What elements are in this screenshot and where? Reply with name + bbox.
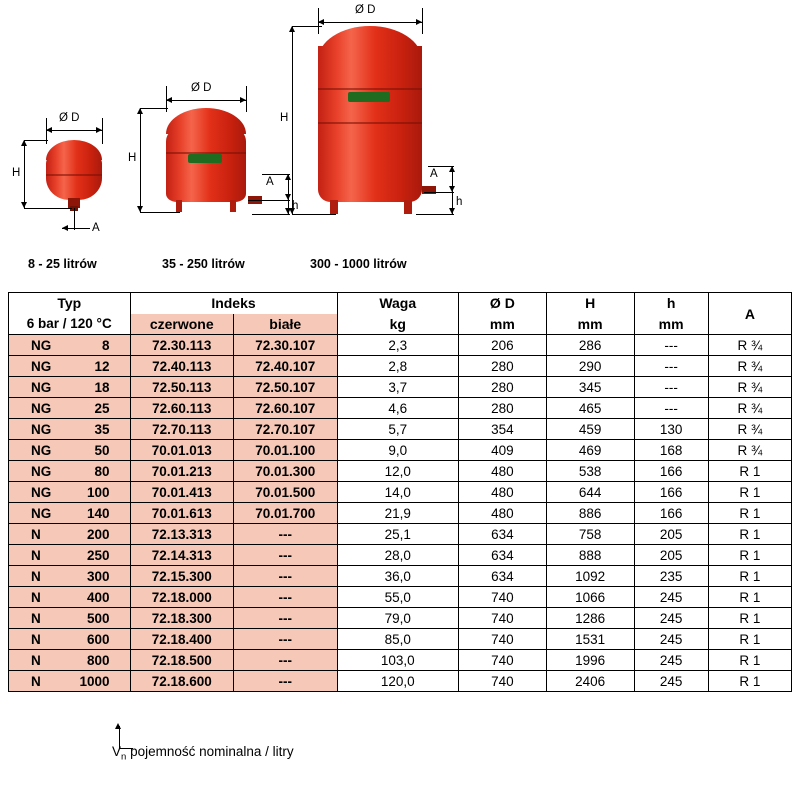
tank-medium-ext-a-bot <box>248 200 290 201</box>
footnote-text: pojemność nominalna / litry <box>126 744 294 759</box>
cell-height: 1531 <box>546 629 634 650</box>
header-diameter-unit-label: mm <box>489 315 515 332</box>
cell-type <box>9 377 131 398</box>
cell-weight: 28,0 <box>337 545 459 566</box>
cell-connection: R 1 <box>708 461 791 482</box>
cell-type <box>9 566 131 587</box>
header-waga-unit <box>337 314 459 335</box>
cell-index-white: --- <box>234 587 338 608</box>
header-pressure-label: 6 bar / 120 °C <box>26 316 112 332</box>
header-connection-label: A <box>744 305 755 322</box>
cell-connection: R ¾ <box>708 335 791 356</box>
cell-weight: 21,9 <box>337 503 459 524</box>
cell-type-size: 400 <box>86 589 110 605</box>
cell-index-red: 72.18.600 <box>130 671 234 692</box>
tank-medium-label-d: Ø D <box>191 82 212 94</box>
cell-connection: R 1 <box>708 608 791 629</box>
cell-weight: 55,0 <box>337 587 459 608</box>
cell-connection: R 1 <box>708 524 791 545</box>
cell-type-size: 500 <box>86 610 110 626</box>
cell-height: 469 <box>546 440 634 461</box>
cell-diameter: 354 <box>459 419 547 440</box>
tank-medium-dome <box>166 108 246 134</box>
cell-foot-height: 166 <box>634 503 708 524</box>
tank-large-dome <box>318 26 422 60</box>
tank-large-dim-d-arrow-right <box>416 19 422 25</box>
cell-type-size: 25 <box>94 400 110 416</box>
cell-foot-height: 166 <box>634 482 708 503</box>
header-footheight <box>634 293 708 314</box>
cell-height: 286 <box>546 335 634 356</box>
table-row <box>9 650 792 671</box>
header-waga-unit-label: kg <box>389 315 406 332</box>
header-row-top <box>9 293 792 314</box>
footnote <box>112 744 294 763</box>
cell-index-white: 72.30.107 <box>234 335 338 356</box>
cell-index-red: 72.30.113 <box>130 335 234 356</box>
tank-large-ext-top <box>292 26 322 27</box>
specification-table-wrap <box>0 292 800 692</box>
table-row <box>9 356 792 377</box>
tank-medium-ext-hh-bot <box>252 214 290 215</box>
cell-type <box>9 419 131 440</box>
cell-type-prefix: N <box>31 652 41 668</box>
tank-large-label-hh: h <box>456 196 463 208</box>
cell-diameter: 206 <box>459 335 547 356</box>
cell-connection: R ¾ <box>708 419 791 440</box>
tank-medium-nameplate <box>188 154 222 163</box>
cell-weight: 120,0 <box>337 671 459 692</box>
cell-type-size: 600 <box>86 631 110 647</box>
cell-type-prefix: NG <box>31 337 52 353</box>
tank-small-ext-top <box>24 140 48 141</box>
cell-weight: 5,7 <box>337 419 459 440</box>
cell-index-red: 72.15.300 <box>130 566 234 587</box>
cell-index-white: --- <box>234 629 338 650</box>
cell-type-prefix: NG <box>31 379 52 395</box>
cell-index-white: 70.01.100 <box>234 440 338 461</box>
cell-type-size: 100 <box>86 484 110 500</box>
table-row <box>9 482 792 503</box>
cell-index-red: 72.50.113 <box>130 377 234 398</box>
cell-height: 290 <box>546 356 634 377</box>
cell-foot-height: 166 <box>634 461 708 482</box>
cell-index-red: 72.40.113 <box>130 356 234 377</box>
cell-index-red: 72.18.000 <box>130 587 234 608</box>
cell-connection: R 1 <box>708 482 791 503</box>
cell-type-size: 12 <box>94 358 110 374</box>
cell-diameter: 280 <box>459 356 547 377</box>
cell-type <box>9 671 131 692</box>
cell-index-red: 72.18.400 <box>130 629 234 650</box>
header-indeks-red-label: czerwone <box>149 315 214 332</box>
tank-medium-ext-bottom <box>140 212 180 213</box>
cell-diameter: 480 <box>459 503 547 524</box>
cell-diameter: 280 <box>459 398 547 419</box>
cell-index-red: 70.01.413 <box>130 482 234 503</box>
header-indeks-red <box>130 314 234 335</box>
cell-type-size: 50 <box>94 442 110 458</box>
tank-large-ext-a-bot <box>424 192 454 193</box>
cell-type <box>9 461 131 482</box>
cell-connection: R 1 <box>708 503 791 524</box>
tank-large-label-d: Ø D <box>355 4 376 16</box>
tank-medium-dim-d-arrow-right <box>240 97 246 103</box>
footnote-arrow-tip <box>115 723 121 729</box>
tank-medium-ext-top <box>140 108 168 109</box>
footnote-subscript: n <box>121 751 127 763</box>
cell-diameter: 740 <box>459 671 547 692</box>
tank-large-foot-right <box>404 200 412 214</box>
table-row <box>9 440 792 461</box>
cell-index-red: 72.14.313 <box>130 545 234 566</box>
table-row <box>9 503 792 524</box>
cell-height: 888 <box>546 545 634 566</box>
header-indeks-white-label: białe <box>269 315 302 332</box>
table-body <box>9 335 792 692</box>
cell-height: 459 <box>546 419 634 440</box>
cell-height: 1286 <box>546 608 634 629</box>
tank-small-caption: 8 - 25 litrów <box>28 257 97 271</box>
table-row <box>9 587 792 608</box>
header-typ-label: Typ <box>57 295 82 312</box>
header-height-unit-label: mm <box>577 315 603 332</box>
cell-connection: R ¾ <box>708 377 791 398</box>
tank-large-dim-d-arrow-left <box>318 19 324 25</box>
cell-height: 1092 <box>546 566 634 587</box>
table-row <box>9 398 792 419</box>
tank-large-nameplate <box>348 92 390 102</box>
tank-medium-foot-right <box>230 200 236 212</box>
tank-medium-ext-right <box>246 86 247 112</box>
cell-weight: 25,1 <box>337 524 459 545</box>
header-connection <box>708 293 791 335</box>
tank-large-caption: 300 - 1000 litrów <box>310 257 407 271</box>
tank-medium-dim-d <box>166 100 246 101</box>
tank-large-seam2 <box>318 122 422 124</box>
table-row <box>9 335 792 356</box>
vessel-diagram <box>0 0 800 290</box>
tank-medium-label-hh: h <box>292 200 299 212</box>
tank-large-ext-hh-bot <box>416 214 454 215</box>
cell-diameter: 740 <box>459 608 547 629</box>
cell-type-size: 18 <box>94 379 110 395</box>
cell-type-prefix: NG <box>31 505 52 521</box>
cell-diameter: 634 <box>459 524 547 545</box>
cell-foot-height: 205 <box>634 524 708 545</box>
cell-index-white: 70.01.700 <box>234 503 338 524</box>
cell-type-size: 8 <box>101 337 110 353</box>
cell-index-white: --- <box>234 608 338 629</box>
cell-index-red: 70.01.213 <box>130 461 234 482</box>
cell-foot-height: --- <box>634 356 708 377</box>
tank-medium-foot-left <box>176 200 182 212</box>
table-row <box>9 566 792 587</box>
cell-weight: 2,8 <box>337 356 459 377</box>
cell-connection: R 1 <box>708 545 791 566</box>
cell-height: 758 <box>546 524 634 545</box>
cell-foot-height: 168 <box>634 440 708 461</box>
cell-connection: R ¾ <box>708 356 791 377</box>
cell-type-prefix: N <box>31 526 41 542</box>
tank-small-label-h: H <box>12 167 21 179</box>
cell-type-size: 300 <box>86 568 110 584</box>
cell-weight: 14,0 <box>337 482 459 503</box>
cell-type-prefix: NG <box>31 400 52 416</box>
cell-height: 1066 <box>546 587 634 608</box>
header-footheight-label: h <box>666 295 676 312</box>
cell-index-red: 72.60.113 <box>130 398 234 419</box>
cell-index-red: 72.70.113 <box>130 419 234 440</box>
cell-diameter: 280 <box>459 377 547 398</box>
cell-connection: R 1 <box>708 566 791 587</box>
header-height-unit <box>546 314 634 335</box>
cell-weight: 3,7 <box>337 377 459 398</box>
cell-type <box>9 650 131 671</box>
table-head <box>9 293 792 335</box>
cell-type <box>9 356 131 377</box>
header-diameter-unit <box>459 314 547 335</box>
tank-small-ext-a <box>74 208 75 230</box>
cell-type-prefix: N <box>31 631 41 647</box>
cell-weight: 12,0 <box>337 461 459 482</box>
cell-type-size: 1000 <box>79 673 110 689</box>
tank-large-foot-left <box>330 200 338 214</box>
cell-type-prefix: NG <box>31 421 52 437</box>
cell-foot-height: 245 <box>634 650 708 671</box>
tank-small-label-d: Ø D <box>59 112 80 124</box>
cell-type <box>9 482 131 503</box>
cell-connection: R 1 <box>708 671 791 692</box>
table-row <box>9 608 792 629</box>
tank-medium-caption: 35 - 250 litrów <box>162 257 245 271</box>
cell-connection: R ¾ <box>708 398 791 419</box>
tank-small-dim-h <box>24 140 25 208</box>
cell-height: 886 <box>546 503 634 524</box>
cell-index-red: 72.18.500 <box>130 650 234 671</box>
table-row <box>9 461 792 482</box>
cell-weight: 9,0 <box>337 440 459 461</box>
cell-height: 2406 <box>546 671 634 692</box>
footnote-symbol: V <box>112 744 122 759</box>
cell-index-white: --- <box>234 524 338 545</box>
tank-small-dim-d <box>46 130 102 131</box>
cell-connection: R 1 <box>708 650 791 671</box>
cell-index-white: 72.40.107 <box>234 356 338 377</box>
cell-diameter: 409 <box>459 440 547 461</box>
cell-type-prefix: N <box>31 610 41 626</box>
cell-diameter: 740 <box>459 629 547 650</box>
cell-height: 465 <box>546 398 634 419</box>
cell-connection: R 1 <box>708 629 791 650</box>
header-indeks-white <box>234 314 338 335</box>
cell-height: 1996 <box>546 650 634 671</box>
cell-index-red: 70.01.013 <box>130 440 234 461</box>
cell-foot-height: --- <box>634 377 708 398</box>
tank-medium-label-h: H <box>128 152 137 164</box>
tank-large-ext-a-top <box>428 166 454 167</box>
cell-foot-height: 245 <box>634 608 708 629</box>
header-waga <box>337 293 459 314</box>
cell-diameter: 634 <box>459 545 547 566</box>
header-waga-label: Waga <box>379 295 417 312</box>
header-footheight-unit-label: mm <box>658 315 684 332</box>
header-indeks <box>130 293 337 314</box>
cell-type <box>9 545 131 566</box>
tank-large-seam1 <box>318 88 422 90</box>
header-diameter <box>459 293 547 314</box>
cell-weight: 85,0 <box>337 629 459 650</box>
cell-type <box>9 587 131 608</box>
cell-weight: 36,0 <box>337 566 459 587</box>
cell-index-red: 72.13.313 <box>130 524 234 545</box>
cell-index-white: --- <box>234 650 338 671</box>
tank-small-label-a: A <box>92 222 100 234</box>
cell-type <box>9 608 131 629</box>
cell-index-white: --- <box>234 545 338 566</box>
cell-foot-height: 245 <box>634 629 708 650</box>
cell-type-size: 250 <box>86 547 110 563</box>
cell-type-prefix: NG <box>31 358 52 374</box>
table-row <box>9 377 792 398</box>
tank-small-dim-d-arrow-right <box>96 127 102 133</box>
tank-medium-dim-d-arrow-left <box>166 97 172 103</box>
tank-medium-label-a: A <box>266 176 274 188</box>
header-typ <box>9 293 131 314</box>
cell-type <box>9 503 131 524</box>
cell-type-size: 800 <box>86 652 110 668</box>
tank-large-ext-right <box>422 8 423 34</box>
header-row-bottom <box>9 314 792 335</box>
tank-large-dim-h <box>292 26 293 214</box>
cell-connection: R 1 <box>708 587 791 608</box>
cell-foot-height: 245 <box>634 587 708 608</box>
header-height <box>546 293 634 314</box>
cell-diameter: 740 <box>459 650 547 671</box>
cell-height: 644 <box>546 482 634 503</box>
cell-type <box>9 524 131 545</box>
cell-height: 345 <box>546 377 634 398</box>
cell-type <box>9 629 131 650</box>
tank-small-dim-a-arrow-left <box>62 225 68 231</box>
cell-index-white: 72.50.107 <box>234 377 338 398</box>
cell-type-prefix: NG <box>31 442 52 458</box>
cell-type-prefix: N <box>31 547 41 563</box>
tank-small-dome <box>46 140 102 160</box>
cell-type-size: 80 <box>94 463 110 479</box>
cell-diameter: 740 <box>459 587 547 608</box>
cell-type-prefix: N <box>31 568 41 584</box>
cell-type-prefix: N <box>31 589 41 605</box>
cell-index-white: 70.01.300 <box>234 461 338 482</box>
cell-diameter: 480 <box>459 482 547 503</box>
cell-type <box>9 335 131 356</box>
header-pressure <box>9 314 131 335</box>
cell-foot-height: --- <box>634 335 708 356</box>
table-row <box>9 524 792 545</box>
cell-index-red: 70.01.613 <box>130 503 234 524</box>
tank-small-ext-bottom <box>24 208 72 209</box>
cell-index-red: 72.18.300 <box>130 608 234 629</box>
cell-connection: R ¾ <box>708 440 791 461</box>
cell-foot-height: --- <box>634 398 708 419</box>
cell-foot-height: 130 <box>634 419 708 440</box>
tank-large-label-h: H <box>280 112 289 124</box>
header-footheight-unit <box>634 314 708 335</box>
cell-type <box>9 440 131 461</box>
cell-index-white: 72.70.107 <box>234 419 338 440</box>
cell-diameter: 480 <box>459 461 547 482</box>
tank-small-ext-right <box>102 118 103 144</box>
cell-foot-height: 205 <box>634 545 708 566</box>
tank-medium-dim-h <box>140 108 141 212</box>
tank-small-dim-d-arrow-left <box>46 127 52 133</box>
cell-weight: 2,3 <box>337 335 459 356</box>
header-diameter-label: Ø D <box>489 295 515 312</box>
tank-large-body <box>318 46 422 202</box>
cell-foot-height: 245 <box>634 671 708 692</box>
cell-foot-height: 235 <box>634 566 708 587</box>
cell-type-prefix: NG <box>31 463 52 479</box>
table-row <box>9 629 792 650</box>
cell-height: 538 <box>546 461 634 482</box>
cell-index-white: --- <box>234 671 338 692</box>
specification-table <box>8 292 792 692</box>
cell-weight: 79,0 <box>337 608 459 629</box>
cell-weight: 103,0 <box>337 650 459 671</box>
cell-type-prefix: NG <box>31 484 52 500</box>
tank-large-label-a: A <box>430 168 438 180</box>
cell-index-white: 72.60.107 <box>234 398 338 419</box>
cell-type-size: 140 <box>86 505 110 521</box>
header-indeks-label: Indeks <box>211 295 256 312</box>
cell-index-white: 70.01.500 <box>234 482 338 503</box>
cell-diameter: 634 <box>459 566 547 587</box>
tank-large-ext-bottom <box>292 214 336 215</box>
tank-small-seam <box>46 174 102 176</box>
table-row <box>9 671 792 692</box>
cell-type <box>9 398 131 419</box>
header-height-label: H <box>585 295 596 312</box>
cell-index-white: --- <box>234 566 338 587</box>
cell-weight: 4,6 <box>337 398 459 419</box>
tank-large-dim-d <box>318 22 422 23</box>
cell-type-size: 35 <box>94 421 110 437</box>
table-row <box>9 545 792 566</box>
cell-type-size: 200 <box>86 526 110 542</box>
tank-medium-ext-a-top <box>262 174 290 175</box>
cell-type-prefix: N <box>31 673 41 689</box>
table-row <box>9 419 792 440</box>
